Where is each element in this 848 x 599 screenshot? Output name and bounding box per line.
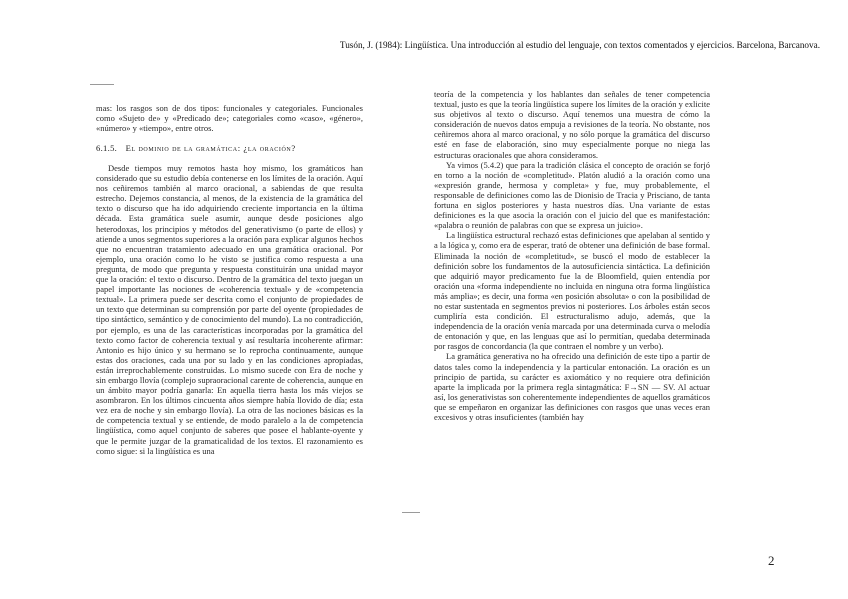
section-number: 6.1.5. (96, 143, 118, 153)
section-heading (96, 143, 363, 153)
top-paragraph: mas: los rasgos son de dos tipos: funcionales y categoriales. Funcionales como «Sujeto de» y «Predicado de»; categoriales como «caso», «género», «número» y «tiempo», entre otros. (96, 103, 363, 134)
citation-header: Tusón, J. (1984): Lingüística. Una introducción al estudio del lenguaje, con textos comentados y ejercicios. Barcelona, Barcanova. (339, 40, 820, 50)
left-column-body (96, 163, 363, 456)
right-column (434, 89, 710, 422)
body-paragraph: Desde tiempos muy remotos hasta hoy mismo, los gramáticos han considerado que su estudio debía contenerse en los límites de la oración. Aquí nos ceñiremos también al marco oracional, a sabiendas de que resulta estrecho. Dejemos constancia, al menos, de la existencia de la gramática del texto o discurso que ha ido adquiriendo creciente importancia en la última década. Esta gramática suele asumir, aunque desde posiciones algo heterodoxas, los principios y métodos del generativismo (o parte de ellos) y atiende a unos segmentos superiores a la oración para explicar algunos hechos que no encuentran tratamiento adecuado en una gramática oracional. Por ejemplo, una oración como lo he visto se justifica como respuesta a una pregunta, de modo que pregunta y respuesta constituirán una unidad mayor que la oración: el texto o discurso. Dentro de la gramática del texto juegan un papel importante las nociones de «coherencia textual» y de «competencia textual». La primera puede ser descrita como el conjunto de propiedades de un texto que determinan su comprensión por parte del oyente (propiedades de tipo sintáctico, semántico y de conocimiento del mundo). La no contradicción, por ejemplo, es una de las características incorporadas por la gramática del texto como factor de coherencia textual y así resultaría incoherente afirmar: Antonio es hijo único y su hermano se lo reprocha continuamente, aunque estas dos oraciones, cada una por su lado y en las condiciones apropiadas, están irreprochablemente construidas. Lo mismo sucede con Era de noche y sin embargo llovía (complejo supraoracional carente de coherencia, aunque en un ámbito mayor podría ganarla: En aquella tierra hasta los más viejos se asombraron. En los últimos cincuenta años siempre había llovido de día; esta vez era de noche y sin embargo llovía). La otra de las nociones básicas es la de competencia textual y se entiende, de modo paralelo a la de competencia lingüística, como aquel conjunto de saberes que posee el hablante-oyente y que le permite juzgar de la gramaticalidad de los textos. El razonamiento es como sigue: si la lingüística es una (96, 163, 363, 456)
body-paragraph: Ya vimos (5.4.2) que para la tradición clásica el concepto de oración se forjó en torno a la noción de «completitud». Platón aludió a la oración como una «expresión grande, hermosa y completa» y fue, muy probablemente, el responsable de definiciones como las de Dionisio de Tracia y Prisciano, de tanta fortuna en siglos posteriores y hasta nuestros días. Una variante de estas definiciones es la que asocia la oración con el juicio del que es manifestación: «palabra o reunión de palabras con que se expresa un juicio». (434, 159, 710, 231)
page-number: 2 (768, 553, 775, 568)
left-column-top (96, 103, 363, 133)
section-title: El dominio de la gramática: ¿la oración? (125, 143, 296, 153)
body-paragraph: La lingüística estructural rechazó estas definiciones que apelaban al sentido y a la lógica y, como era de esperar, trató de obtener una definición de base formal. Eliminada la noción de «completitud», se buscó el modo de establecer la definición sobre los fundamentos de la autosuficiencia sintáctica. La definición que adquirió mayor predicamento fue la de Bloomfield, quien entendía por oración una «forma independiente no incluida en ninguna otra forma lingüística más amplia»; es decir, una forma «en posición absoluta» o con la posibilidad de no estar sustentada en segmentos previos ni posteriores. Los árboles están secos cumpliría esta condición. El estructuralismo adujo, además, que la independencia de la oración venía marcada por una determinada curva o melodía de entonación y que, en las lenguas que así lo permitían, quedaba determinada por rasgos de concordancia (la que contraen el nombre y un verbo). (434, 230, 710, 352)
divider-rule (402, 512, 420, 513)
body-paragraph: teoría de la competencia y los hablantes dan señales de tener competencia textual, justo es que la teoría lingüística supere los límites de la oración y exlicite sus objetivos al texto o discurso. Aquí tenemos una muestra de cómo la consideración de nuevos datos empuja a revisiones de la teoría. No obstante, nos ceñiremos ahora al marco oracional, y no sólo porque la gramática del discurso esté en fase de elaboración, sino muy especialmente porque no niega las estructuras oracionales que ahora consideramos. (434, 89, 710, 160)
divider-rule (90, 84, 114, 85)
body-paragraph: La gramática generativa no ha ofrecido una definición de este tipo a partir de datos tales como la independencia y la particular entonación. La oración es un principio de partida, su carácter es axiomático y no requiere otra definición aparte la implicada por la primera regla sintagmática: F→SN — SV. Al actuar así, los generativistas son coherentemente independientes de aquellos gramáticos que se empeñaron en organizar las definiciones con rasgos que unas veces eran excesivos y otras insuficientes (también hay (434, 351, 710, 422)
